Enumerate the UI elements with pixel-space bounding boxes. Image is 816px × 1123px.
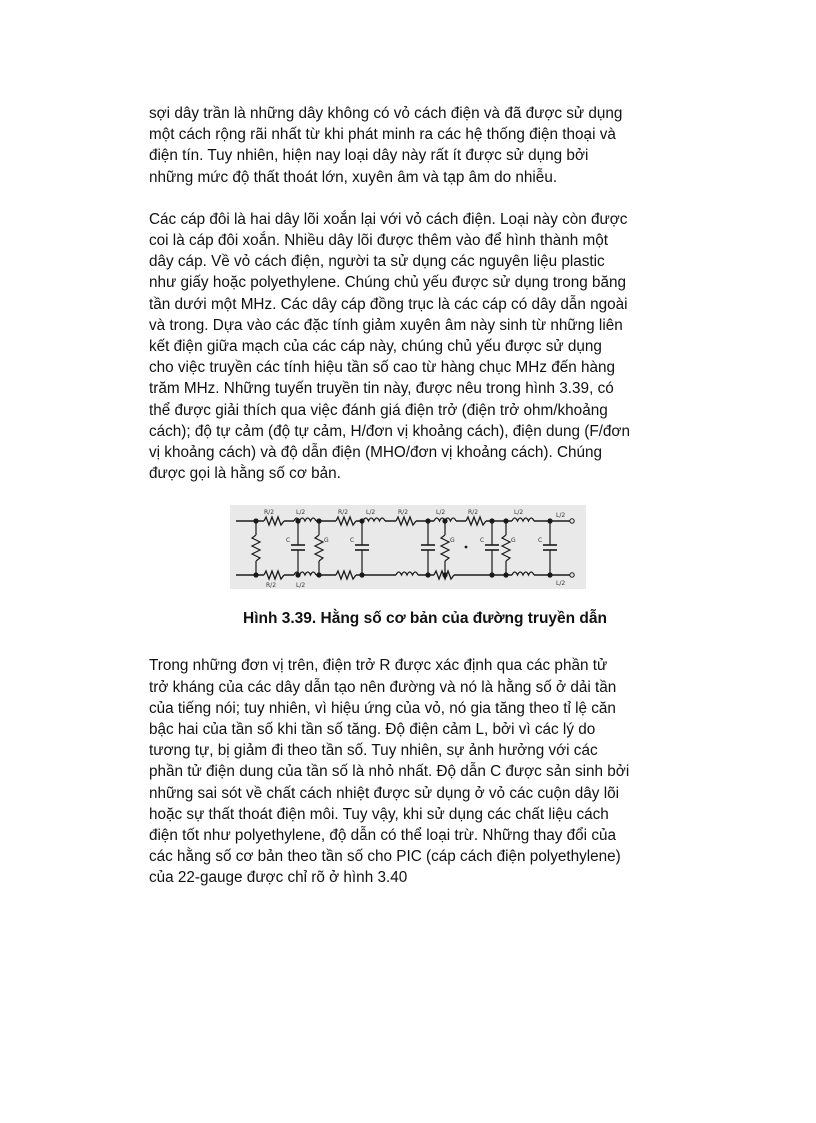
paragraph-line: và trong. Dựa vào các đặc tính giảm xuyên âm này sinh từ những liên [149, 316, 623, 334]
shunt-resistor-icon [441, 521, 449, 575]
shunt-resistor-icon [502, 521, 510, 575]
series-resistor-icon [264, 516, 284, 526]
component-label: C [350, 537, 355, 545]
paragraph-3 [149, 655, 701, 888]
shunt-capacitor-icon [421, 521, 435, 575]
paragraph-line: của tiếng nói; tuy nhiên, vì hiệu ứng của vỏ, nó gia tăng theo tỉ lệ căn [149, 699, 616, 717]
shunt-capacitor-icon [543, 521, 557, 575]
paragraph-line: tương tự, bị giảm đi theo tần số. Tuy nhiên, sự ảnh hưởng với các [149, 742, 598, 760]
paragraph-line: một cách rộng rãi nhất từ khi phát minh ra các hệ thống điện thoại và [149, 126, 616, 144]
component-label: G [324, 537, 329, 545]
paragraph-line: những sai sót về chất cách nhiệt được sử dụng ở vỏ các cuộn dây lõi [149, 784, 620, 802]
component-label: L/2 [436, 509, 446, 517]
paragraph-1 [149, 103, 701, 188]
paragraph-line: các hằng số cơ bản theo tần số cho PIC (cáp cách điện polyethylene) [149, 848, 621, 866]
paragraph-line: dây cáp. Về vỏ cách điện, người ta sử dụng các nguyên liệu plastic [149, 253, 605, 271]
component-label: R/2 [398, 509, 409, 517]
paragraph-2 [149, 209, 701, 485]
component-label: L/2 [556, 580, 566, 588]
series-resistor-icon [336, 516, 356, 526]
series-resistor-icon [264, 570, 284, 580]
shunt-resistor-icon [252, 521, 260, 575]
component-label: R/2 [266, 582, 277, 590]
paragraph-line: sợi dây trần là những dây không có vỏ cách điện và đã được sử dụng [149, 105, 623, 122]
component-label: L/2 [556, 512, 566, 520]
series-resistor-icon [466, 516, 486, 526]
shunt-capacitor-icon [355, 521, 369, 575]
series-inductor-icon [363, 516, 385, 526]
paragraph-line: những mức độ thất thoát lớn, xuyên âm và tạp âm do nhiễu. [149, 168, 558, 186]
junction-dots [253, 519, 574, 578]
paragraph-line: trở kháng của các dây dẫn tạo nên đường và nó là hằng số ở dải tần [149, 678, 617, 696]
series-inductor-icon [512, 516, 534, 526]
series-inductor-icon [396, 570, 418, 580]
shunt-capacitor-icon [485, 521, 499, 575]
paragraph-line: thể được giải thích qua việc đánh giá điện trở (điện trở ohm/khoảng [149, 401, 608, 419]
paragraph-line: điện tín. Tuy nhiên, hiện nay loại dây này rất ít được sử dụng bởi [149, 147, 589, 165]
component-label: L/2 [296, 582, 306, 590]
paragraph-line: vị khoảng cách) và độ dẫn điện (MHO/đơn vị khoảng cách). Chúng [149, 444, 603, 462]
series-inductor-icon [512, 570, 534, 580]
component-label: R/2 [338, 509, 349, 517]
component-label: L/2 [296, 509, 306, 517]
component-label: C [286, 537, 291, 545]
component-label: C [538, 537, 543, 545]
component-label: L/2 [366, 509, 376, 517]
paragraph-line: điện tốt như polyethylene, độ dẫn có thể loại trừ. Những thay đổi của [149, 827, 616, 845]
paragraph-line: hoặc sự thất thoát điện môi. Tuy vậy, khi sử dụng các chất liệu cách [149, 805, 609, 823]
paragraph-line: trăm MHz. Những tuyến truyền tin này, được nêu trong hình 3.39, có [149, 380, 614, 398]
series-resistor-icon [396, 516, 416, 526]
figure-caption: Hình 3.39. Hằng số cơ bản của đường truyền dẫn [243, 610, 607, 628]
transmission-line-circuit-figure [230, 505, 586, 589]
component-label: R/2 [264, 509, 275, 517]
component-label: G [450, 537, 455, 545]
paragraph-line: như giấy hoặc polyethylene. Chúng chủ yếu được sử dụng trong băng [149, 274, 627, 292]
document-page [149, 103, 701, 889]
component-label: R/2 [468, 509, 479, 517]
circuit-diagram [230, 505, 586, 589]
shunt-resistor-icon [315, 521, 323, 575]
paragraph-line: Các cáp đôi là hai dây lõi xoắn lại với vỏ cách điện. Loại này còn được [149, 210, 628, 228]
paragraph-line: của 22-gauge được chỉ rõ ở hình 3.40 [149, 869, 408, 887]
paragraph-line: tần dưới một MHz. Các dây cáp đồng trục là các cáp có dây dẫn ngoài [149, 295, 628, 313]
paragraph-line: coi là cáp đôi xoắn. Nhiều dây lõi được thêm vào để hình thành một [149, 232, 609, 250]
paragraph-line: bậc hai của tần số khi tần số tăng. Độ điện cảm L, bởi vì các lý do [149, 721, 596, 739]
paragraph-line: cách); độ tự cảm (độ tự cảm, H/đơn vị khoảng cách), điện dung (F/đơn [149, 422, 630, 440]
paragraph-line: phần tử điện dung của tần số là nhỏ nhất. Độ dẫn C được sản sinh bởi [149, 763, 630, 781]
paragraph-line: được gọi là hằng số cơ bản. [149, 465, 341, 483]
shunt-capacitor-icon [291, 521, 305, 575]
component-label: L/2 [514, 509, 524, 517]
paragraph-line: cho việc truyền các tính hiệu tần số cao từ hàng chục MHz đến hàng [149, 359, 616, 377]
paragraph-line: Trong những đơn vị trên, điện trở R được xác định qua các phần tử [149, 657, 608, 675]
component-label: C [480, 537, 485, 545]
series-resistor-icon [336, 570, 356, 580]
component-label: G [511, 537, 516, 545]
paragraph-line: kết điện giữa mạch của các cáp này, chúng chủ yếu được sử dụng [149, 338, 602, 356]
